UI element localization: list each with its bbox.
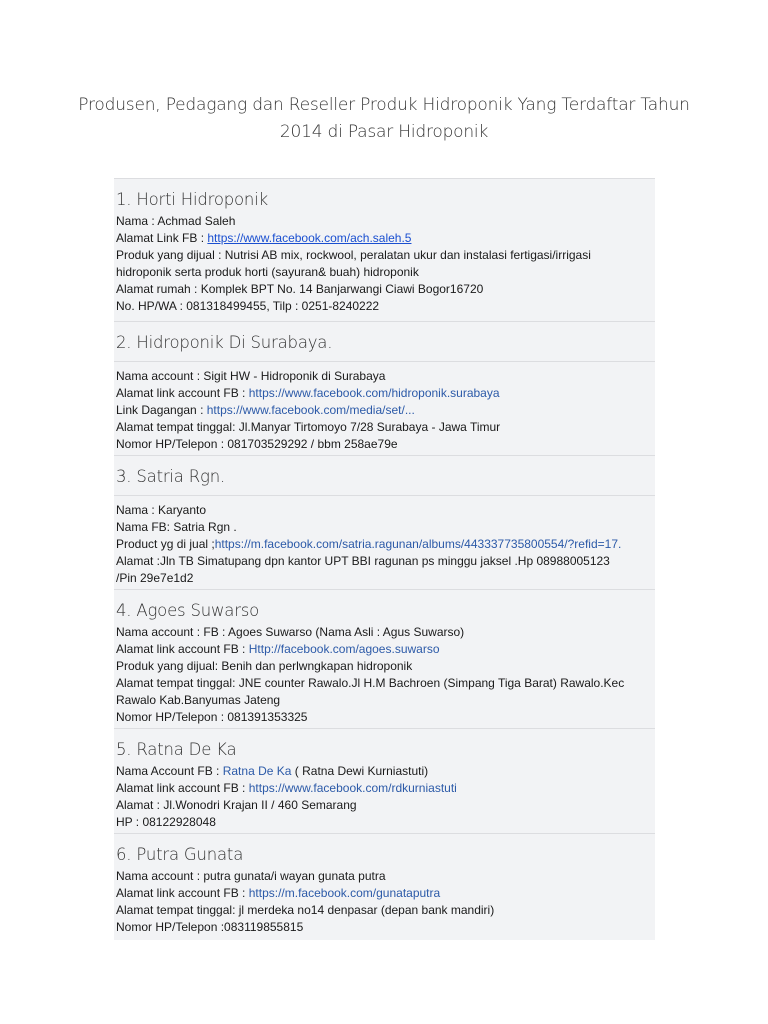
address-line-continued: Rawalo Kab.Banyumas Jateng (116, 693, 281, 707)
seller-entry-ratna-de-ka (114, 728, 655, 831)
merchandise-link-label: Link Dagangan : (116, 403, 207, 417)
facebook-link-line (114, 385, 655, 402)
address-line: Alamat tempat tinggal: Jl.Manyar Tirtomoyo 7/28 Surabaya - Jawa Timur (116, 420, 501, 434)
facebook-link-line (114, 641, 655, 658)
address-line: Alamat tempat tinggal: jl merdeka no14 denpasar (depan bank mandiri) (116, 903, 495, 917)
phone-line: Nomor HP/Telepon : 081391353325 (116, 710, 308, 724)
facebook-link[interactable]: https://www.facebook.com/ach.saleh.5 (207, 231, 412, 245)
section-heading: 5. Ratna De Ka (116, 740, 237, 759)
page-title-line-2: 2014 di Pasar Hidroponik (279, 122, 489, 142)
product-link-line (114, 536, 655, 553)
name-line: Nama : Karyanto (116, 503, 207, 517)
facebook-link[interactable]: https://www.facebook.com/hidroponik.surabaya (248, 386, 500, 400)
product-link-label: Product yg di jual ; (116, 537, 215, 551)
facebook-link[interactable]: https://m.facebook.com/gunataputra (248, 886, 441, 900)
section-heading: 2. Hidroponik Di Surabaya. (114, 322, 655, 362)
facebook-link[interactable]: Http://facebook.com/agoes.suwarso (248, 642, 440, 656)
facebook-link[interactable]: https://www.facebook.com/rdkurniastuti (248, 781, 457, 795)
address-line: Alamat :Jln TB Simatupang dpn kantor UPT BBI ragunan ps minggu jaksel .Hp 08988005123 (116, 554, 610, 568)
phone-line: Nomor HP/Telepon : 081703529292 / bbm 258ae79e (116, 437, 398, 451)
section-heading: 6. Putra Gunata (116, 845, 244, 864)
facebook-link-line (114, 230, 655, 247)
facebook-link-line (114, 780, 655, 797)
section-end-spacer (114, 936, 655, 940)
phone-line: Nomor HP/Telepon :083119855815 (116, 920, 304, 934)
phone-line: No. HP/WA : 081318499455, Tilp : 0251-8240222 (116, 299, 380, 313)
facebook-link-label: Alamat link account FB : (116, 386, 249, 400)
seller-entry-putra-gunata (114, 833, 655, 940)
address-line: Alamat rumah : Komplek BPT No. 14 Banjarwangi Ciawi Bogor16720 (116, 282, 484, 296)
account-name-line (114, 763, 655, 780)
account-name-line: Nama account : FB : Agoes Suwarso (Nama Asli : Agus Suwarso) (116, 625, 465, 639)
account-name-line: Nama account : putra gunata/i wayan gunata putra (116, 869, 386, 883)
facebook-link-label: Alamat Link FB : (116, 231, 208, 245)
section-heading: 1. Horti Hidroponik (116, 190, 268, 209)
merchandise-link-line (114, 402, 655, 419)
seller-list (114, 178, 655, 940)
page-title-line-1: Produsen, Pedagang dan Reseller Produk Hidroponik Yang Terdaftar Tahun (78, 95, 690, 115)
facebook-link-label: Alamat link account FB : (116, 642, 249, 656)
product-link[interactable]: https://m.facebook.com/satria.ragunan/albums/443337735800554/?refid=17. (214, 537, 622, 551)
account-name-link[interactable]: Ratna De Ka (222, 764, 292, 778)
account-name-line: Nama account : Sigit HW - Hidroponik di Surabaya (116, 369, 386, 383)
section-heading: 4. Agoes Suwarso (116, 601, 260, 620)
facebook-link-label: Alamat link account FB : (116, 886, 249, 900)
account-real-name: ( Ratna Dewi Kurniastuti) (291, 764, 429, 778)
seller-entry-hidroponik-surabaya (114, 321, 655, 453)
phone-line: HP : 08122928048 (116, 815, 216, 829)
facebook-link-line (114, 885, 655, 902)
product-line: Produk yang dijual : Nutrisi AB mix, rockwool, peralatan ukur dan instalasi fertigasi/irrigasi (116, 248, 591, 262)
address-line: Alamat : Jl.Wonodri Krajan II / 460 Semarang (116, 798, 357, 812)
product-line: Produk yang dijual: Benih dan perlwngkapan hidroponik (116, 659, 413, 673)
facebook-name-line: Nama FB: Satria Rgn . (116, 520, 237, 534)
page-title (60, 92, 708, 146)
section-heading: 3. Satria Rgn. (114, 456, 655, 496)
product-line-continued: hidroponik serta produk horti (sayuran& buah) hidroponik (116, 265, 419, 279)
seller-entry-agoes-suwarso (114, 589, 655, 726)
address-line: Alamat tempat tinggal: JNE counter Rawalo.Jl H.M Bachroen (Simpang Tiga Barat) Rawalo.Kec (116, 676, 625, 690)
seller-entry-horti-hidroponik (114, 178, 655, 315)
account-name-label: Nama Account FB : (116, 764, 223, 778)
pin-line: /Pin 29e7e1d2 (116, 571, 194, 585)
name-line: Nama : Achmad Saleh (116, 214, 236, 228)
facebook-link-label: Alamat link account FB : (116, 781, 249, 795)
seller-entry-satria-rgn (114, 455, 655, 587)
merchandise-link[interactable]: https://www.facebook.com/media/set/... (206, 403, 415, 417)
